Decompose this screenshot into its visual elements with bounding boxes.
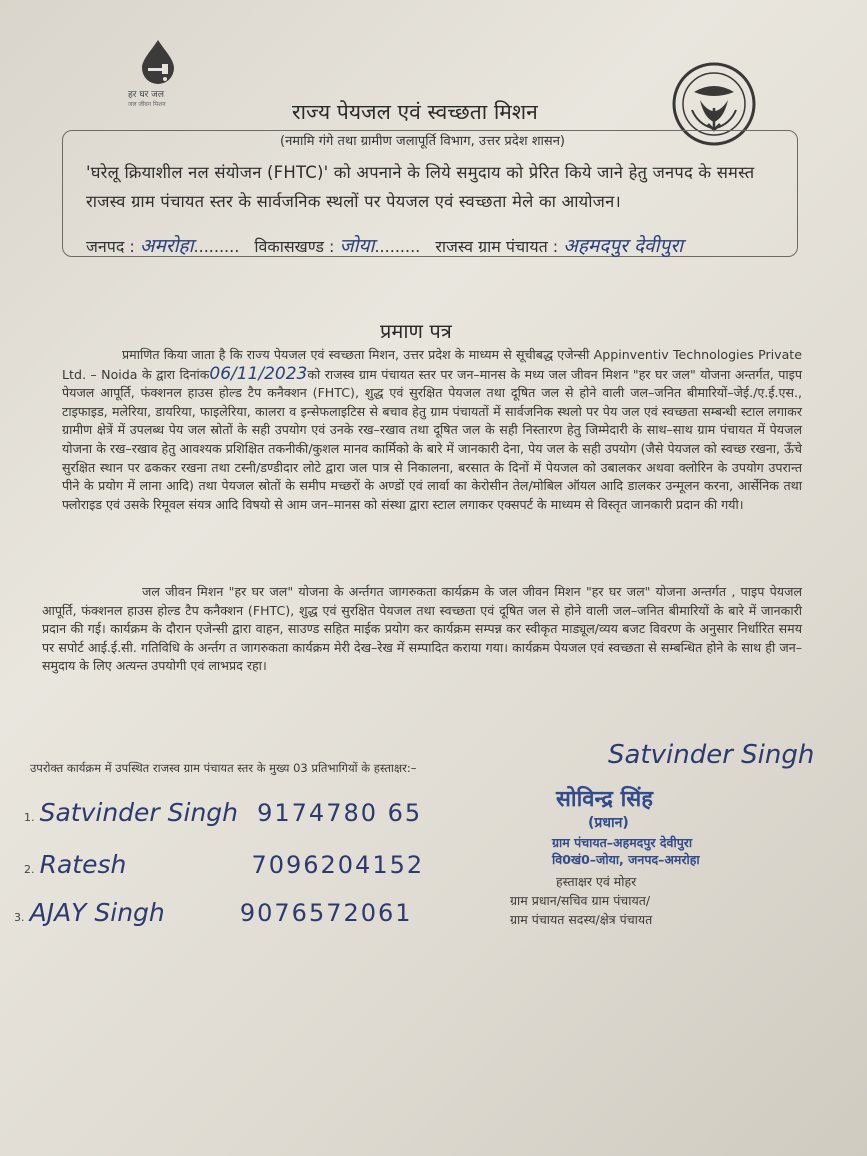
logo-line-2: जल जीवन मिशन [128,101,166,108]
district-label: जनपद : [86,237,135,256]
participant-name: Satvinder Singh [39,798,239,827]
participant-phone: 7096204152 [251,851,425,879]
logo-line-1: हर घर जल [128,90,164,100]
signature-block [510,872,652,929]
block-label: विकासखण्ड : [254,237,335,256]
banner-text: 'घरेलू क्रियाशील नल संयोजन (FHTC)' को अपनाने के लिये समुदाय को प्रेरित किये जाने हेतु जनपद के समस्त राजस्व ग्राम पंचायत स्तर के सार्वजनिक स्थलों पर पेयजल एवं स्वच्छता मेले का आयोजन। [86,163,755,211]
panchayat-label: राजस्व ग्राम पंचायत : [435,237,559,256]
program-date: 06/11/2023 [209,363,308,384]
signatory-roles-line-2: ग्राम पंचायत सदस्य/क्षेत्र पंचायत [510,912,653,927]
paragraph-1-body: को राजस्व ग्राम पंचायत स्तर पर जन–मानस के मध्य जल जीवन मिशन "हर घर जल" योजना अन्तर्गत, पाइप पेयजल आपूर्ति, फंक्शनल हाउस होल्ड टैप कनैक्शन (FHTC), शुद्ध एवं सुरक्षित पेयजल तथा दूषित जल से होने वाली जल–जनित बीमारियों–जेई./ए.ई.एस., टाइफाइड, मलेरिया, डायरिया, फाइलेरिया, कालरा व इन्सेफलाइटिस से बचाव हेतु ग्राम पंचायतों में सार्वजनिक स्थलो पर पेय जल एवं स्वच्छता सम्बन्धी स्टाल लगाकर ग्रामीण क्षेत्रें में उपलब्ध पेय जल स्रोतों के सही उपयोग एवं उनके रख–रखाव तथा दूषित जल के सही निस्तारण हेतु जिम्मेदारी के साथ–साथ ग्राम पंचायत में पेयजल योजना के रख–रखाव हेतु आवश्यक प्रशिक्षित तकनीकी/कुशल मानव कार्मिको के बारे में जानकारी देना, पेय जल के सही उपयोग (जैसे पेयजल को स्वच्छ रखना, ऊँचे सुरक्षित स्थान पर ढककर रखना तथा टस्नी/डण्डीदार लोटे द्वारा जल पात्र से निकालना, बरसात के दिनों में पेयजल को उबालकर अथवा क्लोरिन के उपयोग उपरान्त पीने के प्रयोग में लाना आदि) तथा पेयजल स्रोतों के समीप मच्छरों के अण्डों एवं लार्वा का केरोसीन तेल/मोबिल ऑयल आदि डालकर उन्मूलन करना, आर्सेनिक तथा फ्लोराइड एवं उसके रिमूवल संयत्र आदि विषयो से आम जन–मानस को संस्था द्वारा स्टाल लगाकर एक्सपर्ट के माध्यम से विस्तृत जानकारी प्रदान की गयी। [62,366,803,512]
certificate-paragraph-1 [62,346,802,514]
participant-number: 2. [24,863,35,876]
sign-and-seal-label: हस्ताक्षर एवं मोहर [556,874,637,889]
participant-name: Ratesh [39,850,127,879]
attendance-note: उपरोक्त कार्यक्रम में उपस्थित राजस्व ग्राम पंचायत स्तर के मुख्य 03 प्रतिभागियों के हस्ताक्षर:– [30,761,417,775]
location-row: जनपद : अमरोहा......... विकासखण्ड : जोया......... राजस्व ग्राम पंचायत : अहमदपुर देवीपुरा [86,235,684,257]
paragraph-1-intro: प्रमाणित किया जाता है कि राज्य पेयजल एवं स्वच्छता मिशन, उत्तर प्रदेश के माध्यम से सूचीबद्ध एजेन्सी Appinventiv Technologies Private Ltd. – Noida के द्वारा दिनांक [62,347,802,382]
paragraph-2-body: जल जीवन मिशन "हर घर जल" योजना के अर्न्तगत जागरुकता कार्यक्रम के जल जीवन मिशन "हर घर जल" योजना अन्तर्गत , पाइप पेयजल आपूर्ति, फंक्शनल हाउस होल्ड टैप कनैक्शन (FHTC), शुद्ध एवं सुरक्षित पेयजल तथा स्वच्छता एवं दूषित जल से होने वाली जल–जनित बीमारियों के बारे में जानकारी प्रदान की गई। कार्यक्रम के दौरान एजेन्सी द्वारा वाहन, साउण्ड सहित माईक प्रयोग कर कार्यक्रम सम्पन्न कर स्वीकृत माड्यूल/व्यय बजट विवरण के अनुसार निर्धारित समय पर सपोर्ट आई.ई.सी. गतिविधि के अर्न्तग त जागरुकता कार्यक्रम मेरी देख–रेख में सम्पादित कराया गया। कार्यक्रम पेयजल एवं स्वच्छता से सम्बन्धित होने के साथ ही जन–समुदाय के लिए अत्यन्त उपयोगी एवं लाभप्रद रहा। [42,584,802,674]
page-title: राज्य पेयजल एवं स्वच्छता मिशन [292,100,538,124]
participant-row [24,850,424,879]
participant-row [24,798,422,827]
participant-phone: 9076572061 [239,899,413,927]
certificate-paragraph-2 [42,583,802,676]
participant-number: 1. [24,811,35,824]
signatory-roles-line-1: ग्राम प्रधान/सचिव ग्राम पंचायत/ [510,893,651,908]
participant-name: AJAY Singh [29,898,165,927]
stamp-panchayat: ग्राम पंचायत–अहमदपुर देवीपुरा [552,835,693,850]
participant-number: 3. [14,911,25,924]
water-drop-tap-icon [138,38,178,84]
stamp-name: सोविन्द्र सिंह [556,787,653,812]
pradhan-signature: Satvinder Singh [608,740,815,770]
pradhan-stamp [552,783,700,868]
page-subtitle: (नमामि गंगे तथा ग्रामीण जलापूर्ति विभाग, उत्तर प्रदेश शासन) [280,134,565,149]
participant-phone: 9174780 65 [257,799,423,827]
block-value: जोया [339,235,375,257]
certificate-heading: प्रमाण पत्र [380,319,452,343]
stamp-role: (प्रधान) [588,815,629,831]
stamp-block-district: वि0खं0–जोया, जनपद–अमरोहा [552,852,700,867]
participant-row [14,898,413,927]
panchayat-value: अहमदपुर देवीपुरा [563,235,684,257]
district-value: अमरोहा [139,235,194,257]
har-ghar-jal-logo [128,38,192,108]
